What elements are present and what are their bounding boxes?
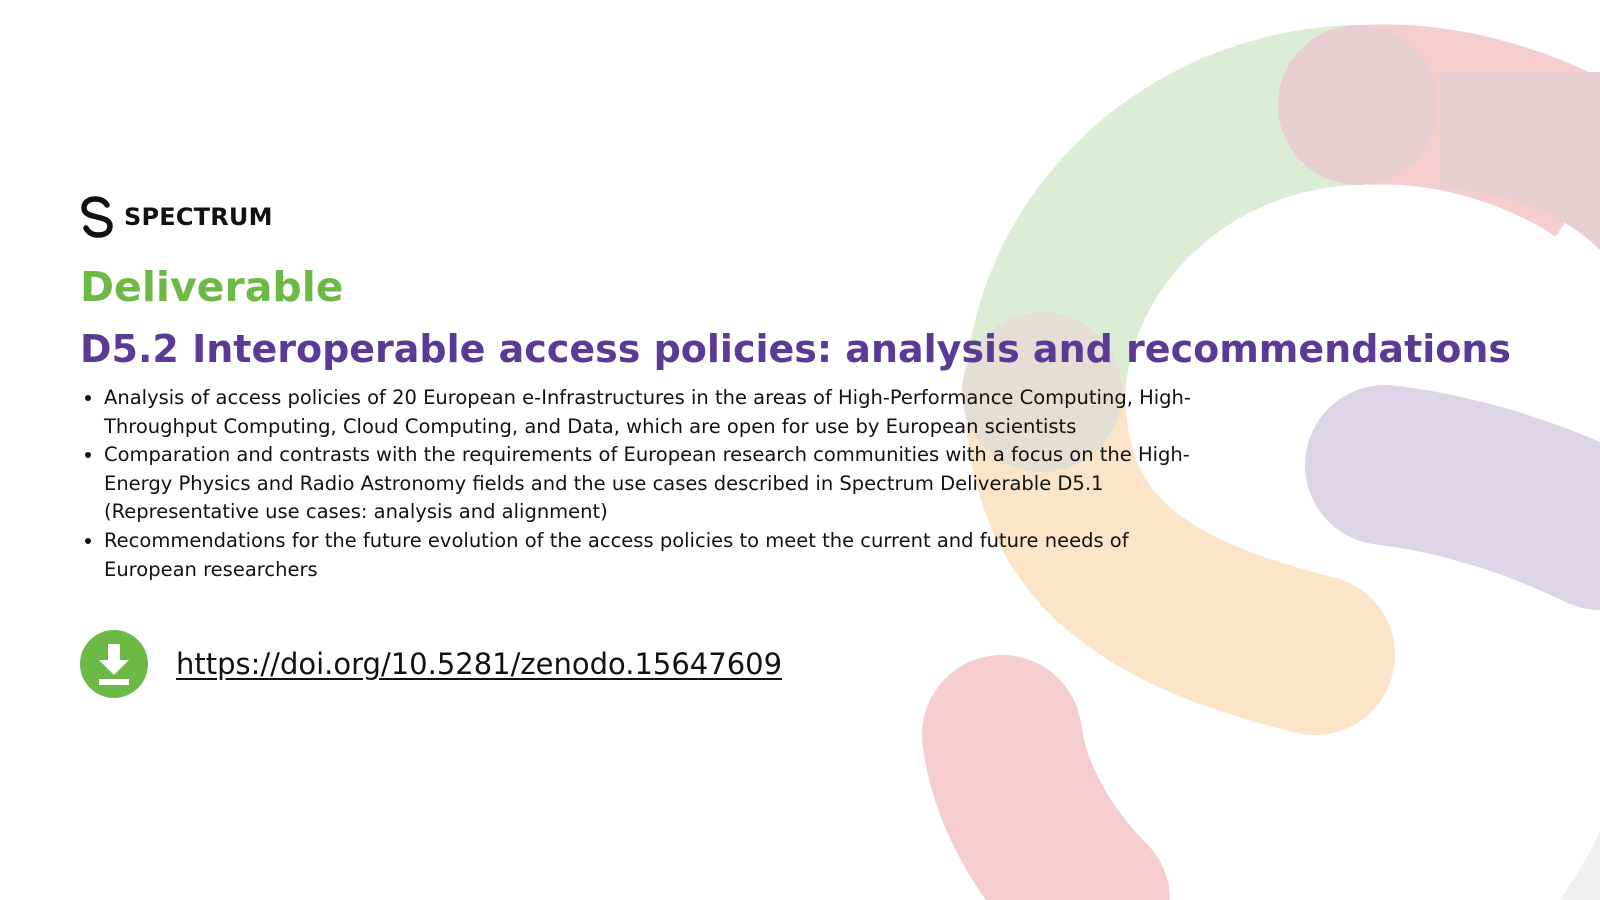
list-item: • Comparation and contrasts with the requirements of European research communities with a focus on the High-Energy Physics and Radio Astronomy fields and the use cases described in Spectrum Deliverable D5.1 (Representative use cases: analysis and alignment) (104, 441, 1224, 527)
spectrum-s-logo-icon (80, 196, 114, 238)
list-item: • Analysis of access policies of 20 European e-Infrastructures in the areas of High-Performance Computing, High-Throughput Computing, Cloud Computing, and Data, which are open for use by European scientists (104, 384, 1224, 441)
download-row (80, 630, 782, 698)
summary-list (80, 384, 1224, 584)
deliverable-label: Deliverable (80, 263, 344, 311)
bg-mauve-top-band (1440, 72, 1600, 250)
download-button[interactable] (80, 630, 148, 698)
page-title: D5.2 Interoperable access policies: analysis and recommendations (80, 327, 1512, 371)
doi-link[interactable]: https://doi.org/10.5281/zenodo.15647609 (176, 647, 783, 681)
bg-lavender-arm (1385, 465, 1600, 530)
brand-logo (80, 195, 273, 239)
download-icon (94, 642, 134, 686)
bg-bottom-right-edge (1560, 830, 1600, 900)
bg-mauve-top-circle (1278, 25, 1438, 185)
list-item: • Recommendations for the future evolution of the access policies to meet the current and future needs of European researchers (104, 527, 1224, 584)
bg-pink-bottom-arm (1002, 735, 1090, 900)
brand-name: SPECTRUM (124, 203, 273, 231)
